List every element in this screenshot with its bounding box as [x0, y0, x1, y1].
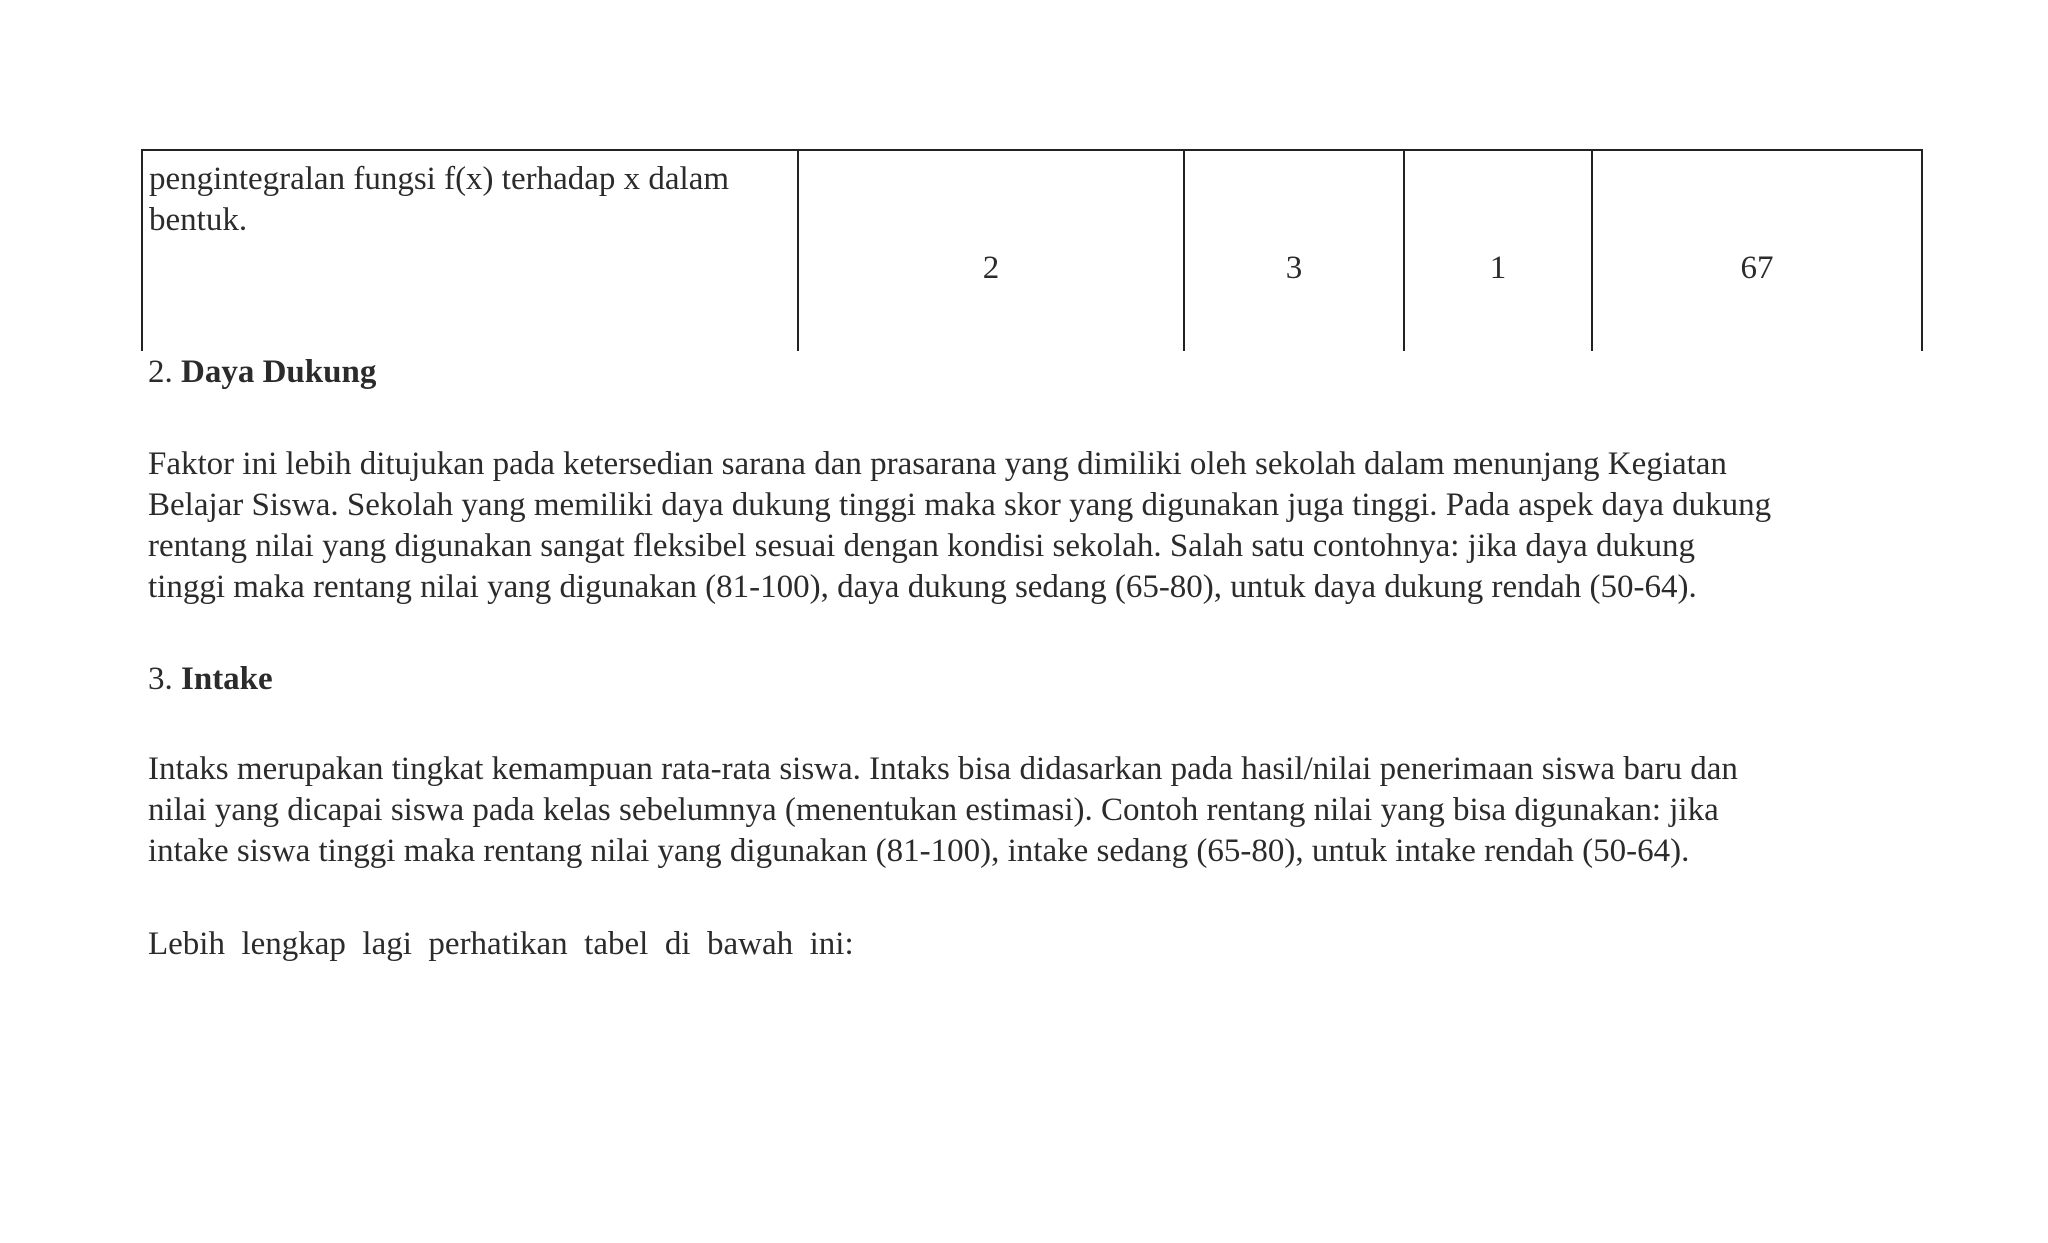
section-title: Intake	[181, 661, 273, 697]
value-cell: 1	[1404, 150, 1592, 351]
paragraph-intake	[148, 749, 1738, 872]
section-number: 2.	[148, 354, 173, 390]
closing-sentence: Lebih lengkap lagi perhatikan tabel di bawah ini:	[148, 926, 854, 962]
table-row	[142, 150, 1922, 351]
paragraph-line: Faktor ini lebih ditujukan pada ketersedian sarana dan prasarana yang dimiliki oleh sekolah dalam menunjang Kegiatan	[148, 446, 1727, 482]
paragraph-line: intake siswa tinggi maka rentang nilai yang digunakan (81-100), intake sedang (65-80), untuk intake rendah (50-64).	[148, 833, 1690, 869]
value-cell: 3	[1184, 150, 1404, 351]
description-line: pengintegralan fungsi f(x) terhadap x dalam	[149, 161, 730, 197]
description-line: bentuk.	[149, 202, 248, 238]
paragraph-line: tinggi maka rentang nilai yang digunakan (81-100), daya dukung sedang (65-80), untuk daya dukung rendah (50-64).	[148, 569, 1697, 605]
paragraph-line: nilai yang dicapai siswa pada kelas sebelumnya (menentukan estimasi). Contoh rentang nilai yang bisa digunakan: jika	[148, 792, 1719, 828]
section-title: Daya Dukung	[181, 354, 377, 390]
paragraph-line: rentang nilai yang digunakan sangat fleksibel sesuai dengan kondisi sekolah. Salah satu contohnya: jika daya dukung	[148, 528, 1695, 564]
section-number: 3.	[148, 661, 173, 697]
value-cell: 2	[798, 150, 1184, 351]
paragraph-line: Intaks merupakan tingkat kemampuan rata-rata siswa. Intaks bisa didasarkan pada hasil/nilai penerimaan siswa baru dan	[148, 751, 1738, 787]
criteria-table	[141, 149, 1923, 351]
value-cell: 67	[1592, 150, 1922, 351]
section-heading-daya-dukung	[148, 352, 376, 393]
paragraph-daya-dukung	[148, 444, 1771, 608]
section-heading-intake	[148, 659, 273, 700]
description-cell	[142, 150, 798, 351]
paragraph-line: Belajar Siswa. Sekolah yang memiliki daya dukung tinggi maka skor yang digunakan juga tinggi. Pada aspek daya dukung	[148, 487, 1772, 523]
